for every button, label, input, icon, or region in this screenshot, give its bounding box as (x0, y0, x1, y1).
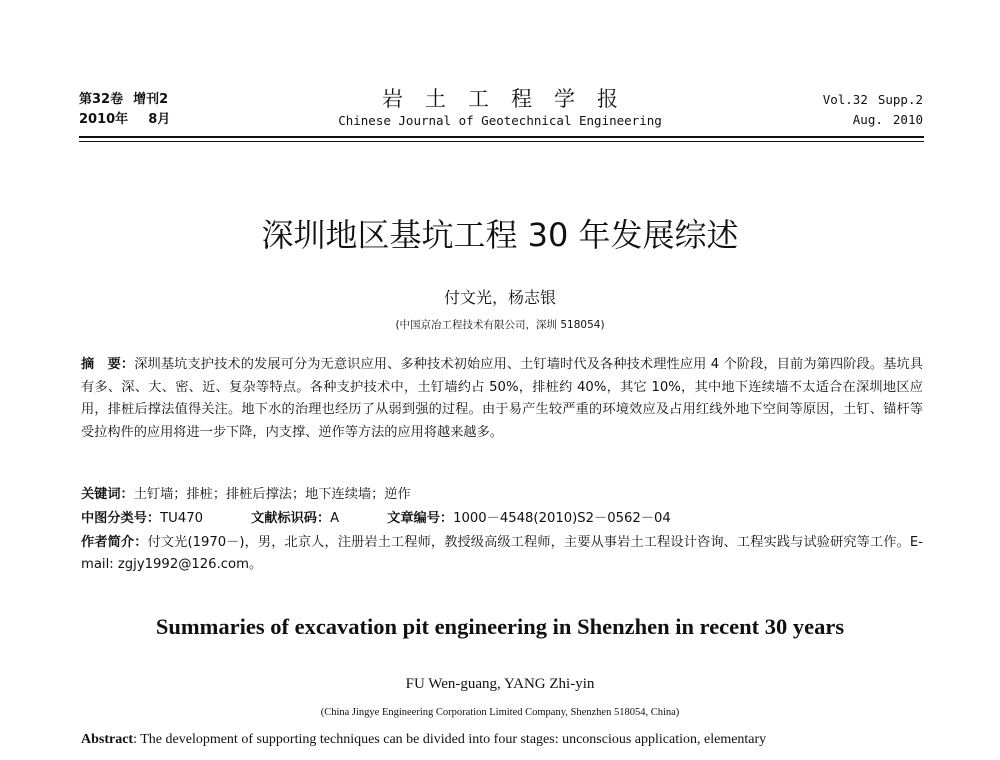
article-title-en: Summaries of excavation pit engineering in Shenzhen in recent 30 years (155, 614, 845, 639)
affiliation-cn: (中国京冶工程技术有限公司，深圳 518054) (395, 319, 605, 331)
journal-title-en: Chinese Journal of Geotechnical Engineering (338, 113, 662, 128)
keywords-cn (81, 484, 923, 506)
authors-en: FU Wen-guang, YANG Zhi-yin (405, 676, 595, 692)
keywords-label-cn: 关键词： (81, 487, 134, 502)
header-month-cn: 8月 (148, 112, 171, 127)
header-issue-cn: 增刊2 (133, 92, 169, 107)
header-rule-thick (79, 136, 924, 138)
doc-code-value: A (330, 511, 340, 526)
bio-label: 作者简介： (81, 535, 148, 550)
abstract-en (81, 729, 923, 751)
abstract-text-en: : The development of supporting techniques can be divided into four stages: unconscious application, elementary (133, 732, 767, 747)
header-year-cn: 2010年 (79, 112, 129, 127)
header-issue-info (79, 90, 170, 130)
abstract-label-cn: 摘 要： (81, 357, 135, 372)
keywords-text-cn: 土钉墙；排桩；排桩后撑法；地下连续墙；逆作 (133, 487, 411, 502)
header-volume-en: Vol.32 (822, 92, 868, 107)
classification-line (81, 508, 923, 530)
header-journal-name (250, 86, 750, 130)
journal-title-cn: 岩土工程学报 (382, 87, 640, 111)
header-month-en: Aug. (852, 112, 883, 127)
abstract-text-cn: 深圳基坑支护技术的发展可分为无意识应用、多种技术初始应用、土钉墙时代及各种技术理性应用 4 个阶段，目前为第四阶段。基坑具有多、深、大、密、近、复杂等特点。各种支护技术中，土钉墙约占 50%，排桩约 40%，其它 10%，其中地下连续墙不太适合在深圳地区应用，排桩后撑法值得关注。地下水的治理也经历了从弱到强的过程。由于易产生较严重的环境效应及占用红线外地下空间等原因，土钉、锚杆等受拉构件的应用将进一步下降，内支撑、逆作等方法的应用将越来越多。 (81, 357, 923, 440)
author-bio (81, 532, 923, 576)
header-supp-en: Supp.2 (877, 92, 923, 107)
header-volume-cn: 第32卷 (79, 92, 124, 107)
clc-value: TU470 (160, 511, 204, 526)
article-no-value: 1000－4548(2010)S2－0562－04 (453, 511, 671, 526)
abstract-label-en: Abstract (81, 732, 134, 747)
affiliation-en: (China Jingye Engineering Corporation Limited Company, Shenzhen 518054, China) (320, 707, 680, 718)
header-year-en: 2010 (892, 112, 923, 127)
authors-cn: 付文光，杨志银 (443, 288, 556, 307)
bio-text: 付文光(1970－)，男，北京人，注册岩土工程师，教授级高级工程师，主要从事岩土工程设计咨询、工程实践与试验研究等工作。E-mail: zgjy1992@126.com。 (81, 535, 923, 572)
doc-code-label: 文献标识码： (251, 511, 331, 526)
header-rule-thin (79, 141, 924, 142)
article-title-cn: 深圳地区基坑工程 30 年发展综述 (261, 216, 739, 254)
abstract-cn (81, 354, 923, 444)
header-volume-info (823, 90, 923, 130)
article-no-label: 文章编号： (387, 511, 454, 526)
clc-label: 中图分类号： (81, 511, 161, 526)
